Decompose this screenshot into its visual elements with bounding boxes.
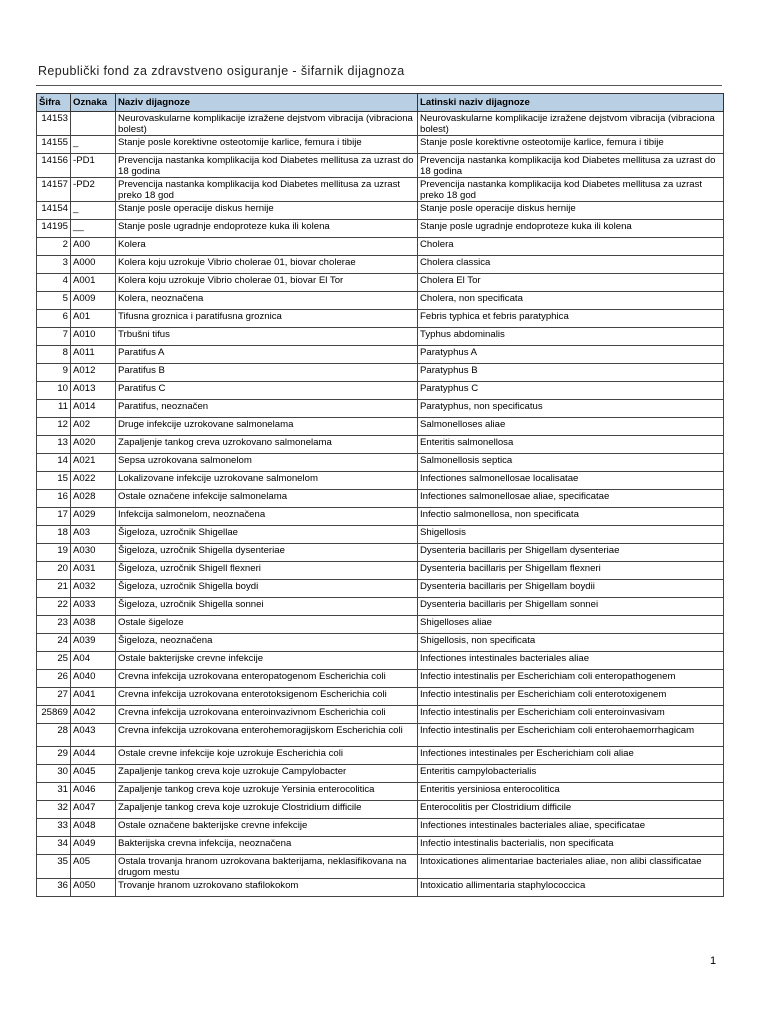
cell-sifra: 35 bbox=[37, 855, 71, 879]
cell-oznaka: A048 bbox=[71, 819, 116, 837]
cell-sifra: 8 bbox=[37, 346, 71, 364]
cell-latinski: Prevencija nastanka komplikacija kod Diabetes mellitusa za uzrast do 18 godina bbox=[418, 154, 724, 178]
cell-oznaka: A021 bbox=[71, 454, 116, 472]
cell-naziv: Trbušni tifus bbox=[116, 328, 418, 346]
cell-latinski: Stanje posle operacije diskus hernije bbox=[418, 202, 724, 220]
cell-oznaka: A05 bbox=[71, 855, 116, 879]
table-row bbox=[37, 454, 724, 472]
cell-sifra: 18 bbox=[37, 526, 71, 544]
cell-sifra: 5 bbox=[37, 292, 71, 310]
table-row bbox=[37, 328, 724, 346]
cell-latinski: Salmonelloses aliae bbox=[418, 418, 724, 436]
table-row bbox=[37, 670, 724, 688]
cell-latinski: Enteritis campylobacterialis bbox=[418, 765, 724, 783]
table-row bbox=[37, 400, 724, 418]
cell-naziv: Stanje posle korektivne osteotomije karlice, femura i tibije bbox=[116, 136, 418, 154]
cell-oznaka: A001 bbox=[71, 274, 116, 292]
table-row bbox=[37, 526, 724, 544]
cell-oznaka: __ bbox=[71, 220, 116, 238]
cell-naziv: Zapaljenje tankog creva koje uzrokuje Campylobacter bbox=[116, 765, 418, 783]
cell-sifra: 31 bbox=[37, 783, 71, 801]
cell-oznaka: A020 bbox=[71, 436, 116, 454]
cell-oznaka: A028 bbox=[71, 490, 116, 508]
table-row bbox=[37, 256, 724, 274]
column-header-oznaka: Oznaka bbox=[71, 94, 116, 112]
cell-naziv: Stanje posle ugradnje endoproteze kuka ili kolena bbox=[116, 220, 418, 238]
cell-oznaka: A045 bbox=[71, 765, 116, 783]
cell-naziv: Šigeloza, uzročnik Shigell flexneri bbox=[116, 562, 418, 580]
table-row bbox=[37, 688, 724, 706]
table-row bbox=[37, 652, 724, 670]
cell-oznaka: A029 bbox=[71, 508, 116, 526]
cell-oznaka: A010 bbox=[71, 328, 116, 346]
cell-latinski: Salmonellosis septica bbox=[418, 454, 724, 472]
cell-naziv: Ostale šigeloze bbox=[116, 616, 418, 634]
cell-latinski: Prevencija nastanka komplikacija kod Diabetes mellitusa za uzrast preko 18 god bbox=[418, 178, 724, 202]
table-row bbox=[37, 616, 724, 634]
cell-oznaka: A030 bbox=[71, 544, 116, 562]
cell-naziv: Ostala trovanja hranom uzrokovana bakterijama, neklasifikovana na drugom mestu bbox=[116, 855, 418, 879]
cell-naziv: Lokalizovane infekcije uzrokovane salmonelom bbox=[116, 472, 418, 490]
table-row bbox=[37, 418, 724, 436]
table-row bbox=[37, 598, 724, 616]
document-title: Republički fond za zdravstveno osiguranje - šifarnik dijagnoza bbox=[38, 64, 405, 78]
cell-latinski: Infectio intestinalis per Escherichiam coli enterohaemorrhagicam bbox=[418, 724, 724, 747]
table-row bbox=[37, 544, 724, 562]
cell-naziv: Ostale crevne infekcije koje uzrokuje Escherichia coli bbox=[116, 747, 418, 765]
cell-naziv: Crevna infekcija uzrokovana enterohemoragijskom Escherichia coli bbox=[116, 724, 418, 747]
cell-latinski: Shigellosis, non specificata bbox=[418, 634, 724, 652]
cell-oznaka: _ bbox=[71, 136, 116, 154]
cell-sifra: 29 bbox=[37, 747, 71, 765]
cell-latinski: Enterocolitis per Clostridium difficile bbox=[418, 801, 724, 819]
cell-naziv: Prevencija nastanka komplikacija kod Diabetes mellitusa za uzrast preko 18 god bbox=[116, 178, 418, 202]
cell-naziv: Sepsa uzrokovana salmonelom bbox=[116, 454, 418, 472]
table-row bbox=[37, 346, 724, 364]
table-row bbox=[37, 274, 724, 292]
cell-oznaka: -PD2 bbox=[71, 178, 116, 202]
cell-sifra: 14195 bbox=[37, 220, 71, 238]
cell-naziv: Šigeloza, uzročnik Shigella sonnei bbox=[116, 598, 418, 616]
cell-naziv: Šigeloza, uzročnik Shigella dysenteriae bbox=[116, 544, 418, 562]
table-row bbox=[37, 837, 724, 855]
cell-naziv: Bakterijska crevna infekcija, neoznačena bbox=[116, 837, 418, 855]
cell-latinski: Infectiones intestinales bacteriales aliae, specificatae bbox=[418, 819, 724, 837]
cell-naziv: Paratifus C bbox=[116, 382, 418, 400]
column-header-latinski: Latinski naziv dijagnoze bbox=[418, 94, 724, 112]
cell-sifra: 2 bbox=[37, 238, 71, 256]
cell-sifra: 12 bbox=[37, 418, 71, 436]
cell-oznaka: A012 bbox=[71, 364, 116, 382]
cell-sifra: 4 bbox=[37, 274, 71, 292]
cell-sifra: 27 bbox=[37, 688, 71, 706]
table-row bbox=[37, 783, 724, 801]
cell-naziv: Crevna infekcija uzrokovana enterotoksigenom Escherichia coli bbox=[116, 688, 418, 706]
cell-oznaka: A00 bbox=[71, 238, 116, 256]
cell-oznaka: A033 bbox=[71, 598, 116, 616]
cell-naziv: Prevencija nastanka komplikacija kod Diabetes mellitusa za uzrast do 18 godina bbox=[116, 154, 418, 178]
table-row bbox=[37, 472, 724, 490]
cell-latinski: Infectiones intestinales bacteriales aliae bbox=[418, 652, 724, 670]
cell-latinski: Shigellosis bbox=[418, 526, 724, 544]
cell-latinski: Infectiones salmonellosae localisatae bbox=[418, 472, 724, 490]
cell-oznaka: A042 bbox=[71, 706, 116, 724]
table-row bbox=[37, 634, 724, 652]
cell-oznaka: A050 bbox=[71, 879, 116, 897]
table-row bbox=[37, 202, 724, 220]
cell-sifra: 36 bbox=[37, 879, 71, 897]
cell-sifra: 24 bbox=[37, 634, 71, 652]
cell-sifra: 14156 bbox=[37, 154, 71, 178]
cell-sifra: 21 bbox=[37, 580, 71, 598]
table-row bbox=[37, 855, 724, 879]
cell-oznaka: A000 bbox=[71, 256, 116, 274]
cell-naziv: Neurovaskularne komplikacije izražene dejstvom vibracija (vibraciona bolest) bbox=[116, 112, 418, 136]
cell-latinski: Dysenteria bacillaris per Shigellam sonnei bbox=[418, 598, 724, 616]
cell-naziv: Crevna infekcija uzrokovana enteroinvazivnom Escherichia coli bbox=[116, 706, 418, 724]
table-row bbox=[37, 490, 724, 508]
cell-oznaka: A041 bbox=[71, 688, 116, 706]
cell-latinski: Stanje posle korektivne osteotomije karlice, femura i tibije bbox=[418, 136, 724, 154]
cell-oznaka: A038 bbox=[71, 616, 116, 634]
cell-sifra: 33 bbox=[37, 819, 71, 837]
diagnosis-table bbox=[36, 93, 724, 897]
cell-latinski: Dysenteria bacillaris per Shigellam dysenteriae bbox=[418, 544, 724, 562]
cell-latinski: Dysenteria bacillaris per Shigellam flexneri bbox=[418, 562, 724, 580]
cell-sifra: 20 bbox=[37, 562, 71, 580]
cell-latinski: Cholera bbox=[418, 238, 724, 256]
cell-sifra: 11 bbox=[37, 400, 71, 418]
cell-naziv: Ostale označene infekcije salmonelama bbox=[116, 490, 418, 508]
table-row bbox=[37, 220, 724, 238]
cell-oznaka: A009 bbox=[71, 292, 116, 310]
cell-sifra: 16 bbox=[37, 490, 71, 508]
cell-naziv: Paratifus A bbox=[116, 346, 418, 364]
column-header-sifra: Šifra bbox=[37, 94, 71, 112]
cell-sifra: 22 bbox=[37, 598, 71, 616]
cell-latinski: Infectio salmonellosa, non specificata bbox=[418, 508, 724, 526]
cell-naziv: Zapaljenje tankog creva koje uzrokuje Yersinia enterocolitica bbox=[116, 783, 418, 801]
table-row bbox=[37, 364, 724, 382]
table-body bbox=[37, 112, 724, 897]
table-row bbox=[37, 382, 724, 400]
table-row bbox=[37, 580, 724, 598]
cell-sifra: 14 bbox=[37, 454, 71, 472]
cell-latinski: Paratyphus, non specificatus bbox=[418, 400, 724, 418]
table-row bbox=[37, 765, 724, 783]
cell-latinski: Enteritis salmonellosa bbox=[418, 436, 724, 454]
cell-naziv: Šigeloza, uzročnik Shigella boydi bbox=[116, 580, 418, 598]
cell-oznaka: A047 bbox=[71, 801, 116, 819]
cell-sifra: 19 bbox=[37, 544, 71, 562]
cell-oznaka: A01 bbox=[71, 310, 116, 328]
cell-sifra: 28 bbox=[37, 724, 71, 747]
cell-oznaka: A04 bbox=[71, 652, 116, 670]
cell-latinski: Enteritis yersiniosa enterocolitica bbox=[418, 783, 724, 801]
cell-latinski: Cholera El Tor bbox=[418, 274, 724, 292]
cell-latinski: Infectio intestinalis bacterialis, non specificata bbox=[418, 837, 724, 855]
cell-sifra: 34 bbox=[37, 837, 71, 855]
cell-sifra: 30 bbox=[37, 765, 71, 783]
cell-naziv: Zapaljenje tankog creva koje uzrokuje Clostridium difficile bbox=[116, 801, 418, 819]
table-row bbox=[37, 154, 724, 178]
cell-naziv: Druge infekcije uzrokovane salmonelama bbox=[116, 418, 418, 436]
cell-latinski: Paratyphus B bbox=[418, 364, 724, 382]
cell-oznaka: A039 bbox=[71, 634, 116, 652]
table-row bbox=[37, 436, 724, 454]
cell-oznaka: A031 bbox=[71, 562, 116, 580]
cell-oznaka: A049 bbox=[71, 837, 116, 855]
cell-naziv: Tifusna groznica i paratifusna groznica bbox=[116, 310, 418, 328]
cell-latinski: Infectio intestinalis per Escherichiam coli enteropathogenem bbox=[418, 670, 724, 688]
cell-oznaka: A014 bbox=[71, 400, 116, 418]
cell-naziv: Zapaljenje tankog creva uzrokovano salmonelama bbox=[116, 436, 418, 454]
table-row bbox=[37, 879, 724, 897]
cell-latinski: Neurovaskularne komplikacije izražene dejstvom vibracija (vibraciona bolest) bbox=[418, 112, 724, 136]
cell-sifra: 13 bbox=[37, 436, 71, 454]
cell-naziv: Trovanje hranom uzrokovano stafilokokom bbox=[116, 879, 418, 897]
cell-oznaka: A040 bbox=[71, 670, 116, 688]
cell-sifra: 10 bbox=[37, 382, 71, 400]
cell-naziv: Ostale bakterijske crevne infekcije bbox=[116, 652, 418, 670]
cell-sifra: 14155 bbox=[37, 136, 71, 154]
cell-latinski: Infectio intestinalis per Escherichiam coli enterotoxigenem bbox=[418, 688, 724, 706]
cell-sifra: 17 bbox=[37, 508, 71, 526]
cell-oznaka: A044 bbox=[71, 747, 116, 765]
cell-oznaka: A02 bbox=[71, 418, 116, 436]
cell-sifra: 7 bbox=[37, 328, 71, 346]
table-row bbox=[37, 562, 724, 580]
cell-sifra: 26 bbox=[37, 670, 71, 688]
cell-latinski: Typhus abdominalis bbox=[418, 328, 724, 346]
cell-naziv: Stanje posle operacije diskus hernije bbox=[116, 202, 418, 220]
cell-sifra: 9 bbox=[37, 364, 71, 382]
table-row bbox=[37, 292, 724, 310]
cell-oznaka bbox=[71, 112, 116, 136]
cell-oznaka: A032 bbox=[71, 580, 116, 598]
cell-naziv: Crevna infekcija uzrokovana enteropatogenom Escherichia coli bbox=[116, 670, 418, 688]
cell-oznaka: A046 bbox=[71, 783, 116, 801]
cell-latinski: Shigelloses aliae bbox=[418, 616, 724, 634]
table-row bbox=[37, 706, 724, 724]
cell-sifra: 25 bbox=[37, 652, 71, 670]
cell-sifra: 14154 bbox=[37, 202, 71, 220]
table-row bbox=[37, 819, 724, 837]
table-row bbox=[37, 238, 724, 256]
cell-naziv: Kolera bbox=[116, 238, 418, 256]
cell-naziv: Kolera, neoznačena bbox=[116, 292, 418, 310]
cell-latinski: Dysenteria bacillaris per Shigellam boydii bbox=[418, 580, 724, 598]
cell-naziv: Infekcija salmonelom, neoznačena bbox=[116, 508, 418, 526]
cell-oznaka: A013 bbox=[71, 382, 116, 400]
cell-oznaka: A03 bbox=[71, 526, 116, 544]
cell-naziv: Ostale označene bakterijske crevne infekcije bbox=[116, 819, 418, 837]
table-row bbox=[37, 112, 724, 136]
cell-latinski: Cholera, non specificata bbox=[418, 292, 724, 310]
table-row bbox=[37, 178, 724, 202]
cell-naziv: Kolera koju uzrokuje Vibrio cholerae 01, biovar cholerae bbox=[116, 256, 418, 274]
cell-sifra: 25869 bbox=[37, 706, 71, 724]
cell-latinski: Infectio intestinalis per Escherichiam coli enteroinvasivam bbox=[418, 706, 724, 724]
table-row bbox=[37, 801, 724, 819]
table-header-row bbox=[37, 94, 724, 112]
cell-oznaka: A011 bbox=[71, 346, 116, 364]
cell-sifra: 14153 bbox=[37, 112, 71, 136]
cell-latinski: Paratyphus A bbox=[418, 346, 724, 364]
cell-sifra: 3 bbox=[37, 256, 71, 274]
cell-naziv: Paratifus, neoznačen bbox=[116, 400, 418, 418]
title-divider bbox=[36, 85, 722, 86]
cell-latinski: Infectiones intestinales per Escherichiam coli aliae bbox=[418, 747, 724, 765]
cell-latinski: Infectiones salmonellosae aliae, specificatae bbox=[418, 490, 724, 508]
cell-sifra: 23 bbox=[37, 616, 71, 634]
cell-oznaka: A043 bbox=[71, 724, 116, 747]
cell-sifra: 15 bbox=[37, 472, 71, 490]
cell-naziv: Paratifus B bbox=[116, 364, 418, 382]
cell-latinski: Intoxicationes alimentariae bacteriales aliae, non alibi classificatae bbox=[418, 855, 724, 879]
column-header-naziv: Naziv dijagnoze bbox=[116, 94, 418, 112]
cell-sifra: 6 bbox=[37, 310, 71, 328]
cell-naziv: Šigeloza, uzročnik Shigellae bbox=[116, 526, 418, 544]
table-row bbox=[37, 724, 724, 747]
table-row bbox=[37, 508, 724, 526]
table-row bbox=[37, 136, 724, 154]
cell-sifra: 32 bbox=[37, 801, 71, 819]
cell-oznaka: -PD1 bbox=[71, 154, 116, 178]
page-number: 1 bbox=[710, 955, 717, 967]
cell-latinski: Paratyphus C bbox=[418, 382, 724, 400]
cell-oznaka: A022 bbox=[71, 472, 116, 490]
cell-latinski: Stanje posle ugradnje endoproteze kuka ili kolena bbox=[418, 220, 724, 238]
cell-sifra: 14157 bbox=[37, 178, 71, 202]
cell-latinski: Intoxicatio allimentaria staphylococcica bbox=[418, 879, 724, 897]
cell-latinski: Febris typhica et febris paratyphica bbox=[418, 310, 724, 328]
table-row bbox=[37, 747, 724, 765]
cell-naziv: Šigeloza, neoznačena bbox=[116, 634, 418, 652]
cell-naziv: Kolera koju uzrokuje Vibrio cholerae 01, biovar El Tor bbox=[116, 274, 418, 292]
table-row bbox=[37, 310, 724, 328]
cell-latinski: Cholera classica bbox=[418, 256, 724, 274]
cell-oznaka: _ bbox=[71, 202, 116, 220]
